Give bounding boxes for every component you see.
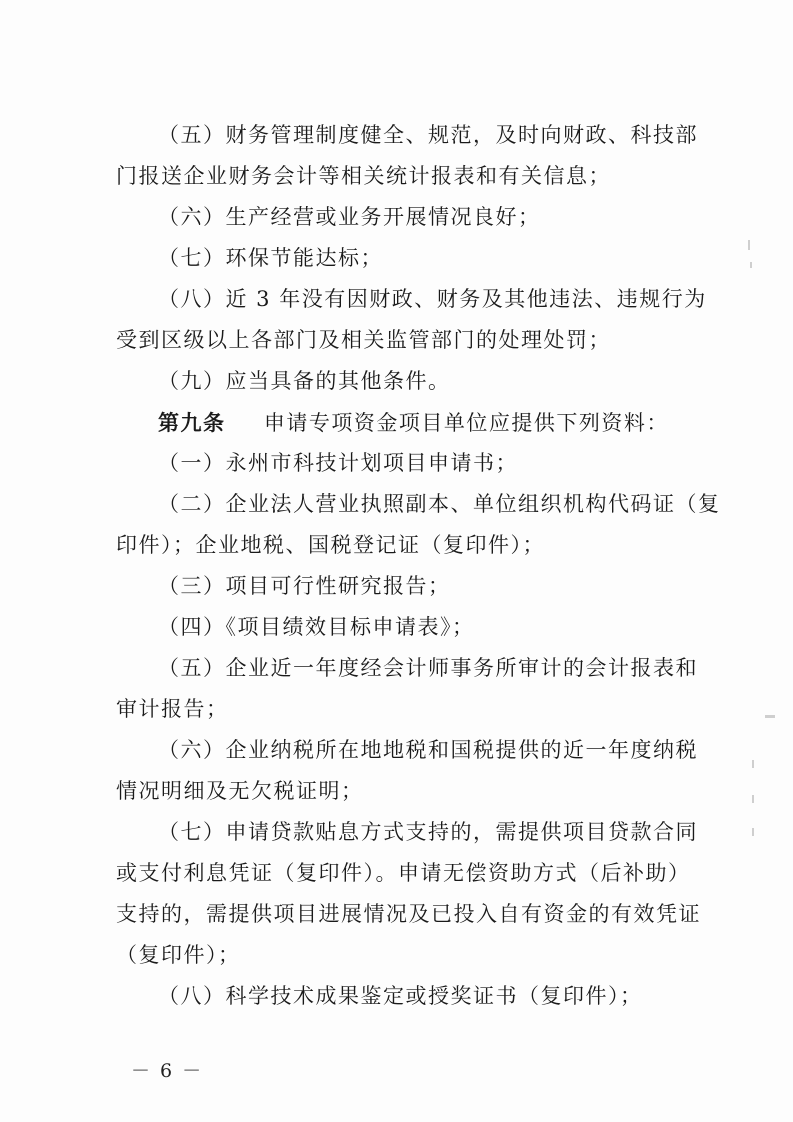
list-item-continuation: 印件）；企业地税、国税登记证（复印件）； bbox=[116, 533, 545, 557]
list-item: （一）永州市科技计划项目申请书； bbox=[158, 451, 518, 475]
list-item: （五）企业近一年度经会计师事务所审计的会计报表和 bbox=[158, 656, 698, 680]
list-item: （三）项目可行性研究报告； bbox=[158, 574, 451, 598]
scan-mark bbox=[752, 795, 754, 803]
list-item: （六）企业纳税所在地地税和国税提供的近一年度纳税 bbox=[158, 738, 698, 762]
scan-mark bbox=[750, 262, 752, 268]
paragraph-line: （八）近 3 年没有因财政、财务及其他违法、违规行为 bbox=[158, 287, 707, 311]
scan-mark bbox=[752, 760, 754, 768]
article-line bbox=[158, 412, 669, 434]
list-item: （八）科学技术成果鉴定或授奖证书（复印件）； bbox=[158, 984, 643, 1008]
list-item-continuation: 支持的，需提供项目进展情况及已投入自有资金的有效凭证 bbox=[116, 902, 701, 926]
page-number: － 6 － bbox=[131, 1060, 204, 1082]
scan-mark bbox=[752, 828, 754, 836]
paragraph-line: （九）应当具备的其他条件。 bbox=[158, 369, 451, 393]
article-text: 申请专项资金项目单位应提供下列资料： bbox=[263, 411, 669, 435]
paragraph-line: 门报送企业财务会计等相关统计报表和有关信息； bbox=[116, 164, 611, 188]
list-item: （二）企业法人营业执照副本、单位组织机构代码证（复 bbox=[158, 492, 721, 516]
scan-mark bbox=[748, 240, 750, 250]
scan-mark bbox=[765, 715, 775, 718]
list-item-continuation: 或支付利息凭证（复印件）。申请无偿资助方式（后补助） bbox=[116, 861, 691, 885]
list-item-continuation: 审计报告； bbox=[116, 697, 229, 721]
paragraph-line: （七）环保节能达标； bbox=[158, 246, 383, 270]
list-item: （四）《项目绩效目标申请表》； bbox=[158, 615, 475, 639]
article-heading: 第九条 bbox=[158, 410, 226, 435]
paragraph-line: （五）财务管理制度健全、规范，及时向财政、科技部 bbox=[158, 123, 698, 147]
list-item-continuation: （复印件）； bbox=[116, 943, 241, 967]
paragraph-line: （六）生产经营或业务开展情况良好； bbox=[158, 205, 541, 229]
paragraph-line: 受到区级以上各部门及相关监管部门的处理处罚； bbox=[116, 328, 611, 352]
list-item: （七）申请贷款贴息方式支持的，需提供项目贷款合同 bbox=[158, 820, 698, 844]
list-item-continuation: 情况明细及无欠税证明； bbox=[116, 779, 364, 803]
